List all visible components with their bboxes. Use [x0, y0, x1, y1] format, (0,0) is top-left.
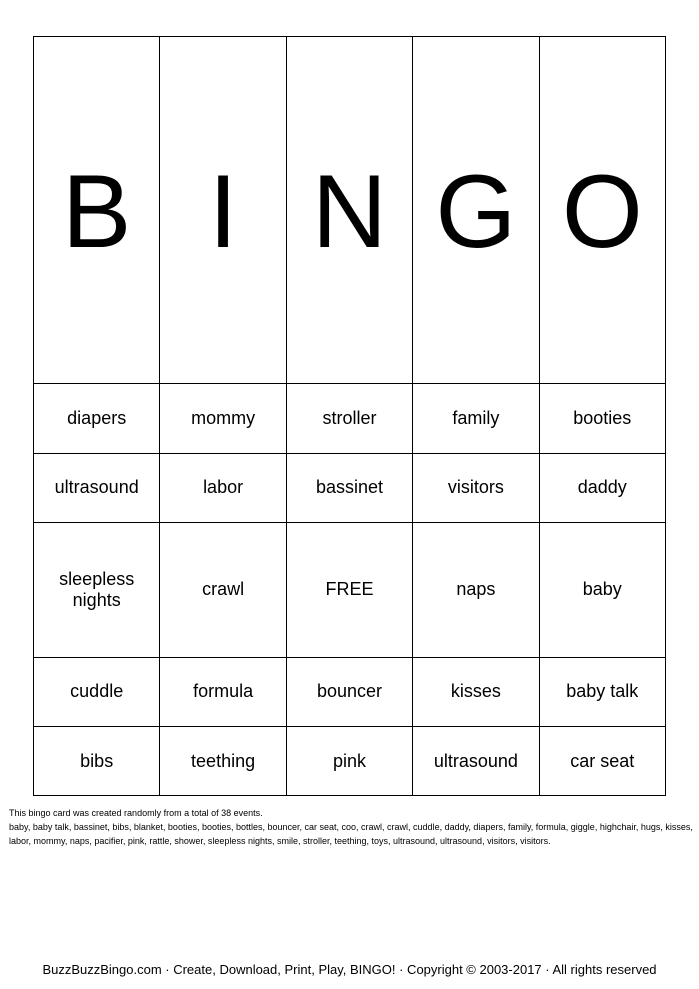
bingo-cell: bassinet	[286, 453, 412, 522]
bingo-cell: diapers	[34, 384, 160, 453]
bingo-row	[34, 657, 666, 726]
bingo-row	[34, 522, 666, 657]
bingo-cell: stroller	[286, 384, 412, 453]
bingo-cell: booties	[539, 384, 665, 453]
notes-intro: This bingo card was created randomly from a total of 38 events.	[9, 808, 263, 818]
header-letter-i: I	[160, 37, 286, 384]
bingo-row	[34, 453, 666, 522]
header-letter-g: G	[413, 37, 539, 384]
header-letter-o: O	[539, 37, 665, 384]
free-cell: FREE	[286, 522, 412, 657]
bingo-row	[34, 726, 666, 795]
header-letter-n: N	[286, 37, 412, 384]
bingo-cell: baby talk	[539, 657, 665, 726]
bingo-cell: labor	[160, 453, 286, 522]
bingo-cell: naps	[413, 522, 539, 657]
header-letter-b: B	[34, 37, 160, 384]
bingo-cell: pink	[286, 726, 412, 795]
bingo-cell: kisses	[413, 657, 539, 726]
bingo-header-row	[34, 37, 666, 384]
bingo-cell: car seat	[539, 726, 665, 795]
bingo-cell: sleepless nights	[34, 522, 160, 657]
bingo-row	[34, 384, 666, 453]
bingo-cell: cuddle	[34, 657, 160, 726]
bingo-cell: ultrasound	[34, 453, 160, 522]
bingo-cell: ultrasound	[413, 726, 539, 795]
bingo-cell: visitors	[413, 453, 539, 522]
bingo-cell: formula	[160, 657, 286, 726]
card-notes	[9, 806, 695, 848]
bingo-cell: bibs	[34, 726, 160, 795]
bingo-cell: daddy	[539, 453, 665, 522]
bingo-cell: family	[413, 384, 539, 453]
bingo-card	[33, 36, 666, 796]
bingo-cell: bouncer	[286, 657, 412, 726]
notes-event-list: baby, baby talk, bassinet, bibs, blanket, booties, booties, bottles, bouncer, car seat, coo, crawl, crawl, cuddle, daddy, diapers, family, formula, giggle, highchair, hugs, kisses, labor, mommy, naps, pacifier, pink, rattle, shower, sleepless nights, smile, stroller, teething, toys, ultrasound, ultrasound, visitors, visitors.	[9, 822, 693, 846]
bingo-cell: baby	[539, 522, 665, 657]
bingo-cell: mommy	[160, 384, 286, 453]
bingo-cell: teething	[160, 726, 286, 795]
bingo-cell: crawl	[160, 522, 286, 657]
page-footer: BuzzBuzzBingo.com · Create, Download, Print, Play, BINGO! · Copyright © 2003-2017 · All rights reserved	[42, 962, 657, 977]
